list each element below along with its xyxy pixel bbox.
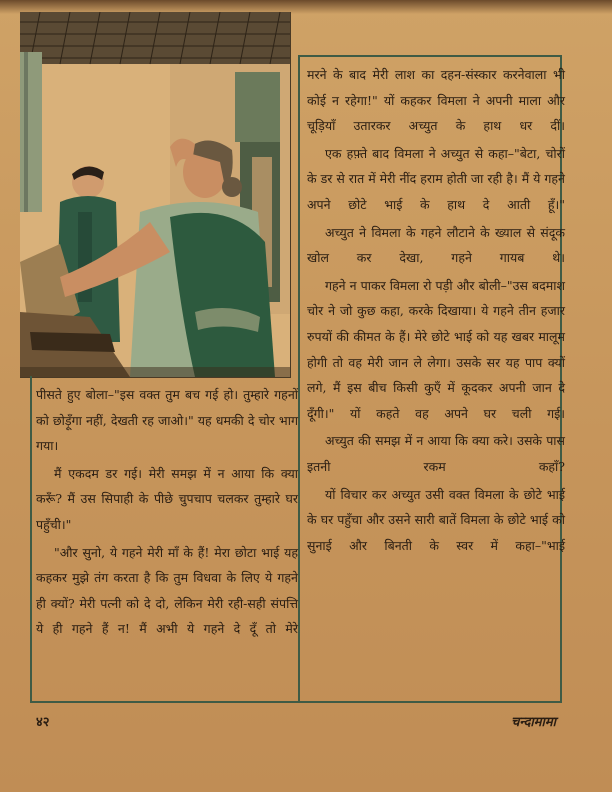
story-paragraph: एक हफ़्ते बाद विमला ने अच्युत से कहा–"बेटा, चोरों के डर से रात में मेरी नींद हराम होती जा रही है। मैं ये गहने अपने छोटे भाई के हाथ दे आती हूँ।": [307, 145, 565, 212]
story-paragraph: अच्युत की समझ में न आया कि क्या करे। उसके पास इतनी रकम कहाँ?: [307, 433, 565, 474]
story-paragraph: अच्युत ने विमला के गहने लौटाने के ख्याल से संदूक खोल कर देखा, गहने गायब थे।: [307, 224, 565, 266]
right-text-column: [307, 62, 565, 692]
page-footer: [30, 712, 560, 736]
story-paragraph: गहने न पाकर विमला रो पड़ी और बोली–"उस बदमाश चोर ने जो कुछ कहा, करके दिखाया। ये गहने तीन हजार रुपयों की कीमत के हैं। मेरे छोटे भाई को यह खबर मालूम होगी तो वह मेरी जान ले लेगा। उसके सर यह पाप क्यों लगे, मैं इस बीच किसी कुएँ में कूदकर अपनी जान दे दूँगी।" यों कहते वह अपने घर चली गई।: [307, 277, 565, 421]
story-paragraph: मैं एकदम डर गई। मेरी समझ में न आया कि क्या करूँ? मैं उस सिपाही के पीछे चुपचाप चलकर तुम्हारे घर पहुँची।": [36, 465, 298, 532]
story-illustration: [20, 12, 291, 378]
story-illustration-icon: [20, 12, 290, 377]
magazine-name: चन्दामामा: [511, 715, 556, 730]
page-number: ४२: [36, 715, 50, 730]
left-text-column: [36, 382, 298, 692]
story-paragraph: "और सुनो, ये गहने मेरी माँ के हैं! मेरा छोटा भाई यह कहकर मुझे तंग करता है कि तुम विधवा के लिए ये गहने ही क्यों? मेरी पत्नी को दे दो, लेकिन मेरी रही-सही संपत्ति ये ही गहने हैं न! मैं अभी ये गहने दे दूँ तो मेरे: [36, 544, 298, 637]
story-paragraph: पीसते हुए बोला–"इस वक्त तुम बच गई हो। तुम्हारे गहनों को छोड़ूँगा नहीं, देखती रह जाओ।" यह धमकी दे चोर भाग गया।: [36, 387, 298, 454]
story-paragraph: मरने के बाद मेरी लाश का दहन-संस्कार करनेवाला भी कोई न रहेगा!" यों कहकर विमला ने अपनी माला और चूड़ियाँ उतारकर अच्युत के हाथ धर दीं।: [307, 67, 565, 134]
story-paragraph: यों विचार कर अच्युत उसी वक्त विमला के छोटे भाई के घर पहुँचा और उसने सारी बातें विमला के छोटे भाई को सुनाई और बिनती के स्वर में कहा–"भाई: [307, 486, 565, 553]
